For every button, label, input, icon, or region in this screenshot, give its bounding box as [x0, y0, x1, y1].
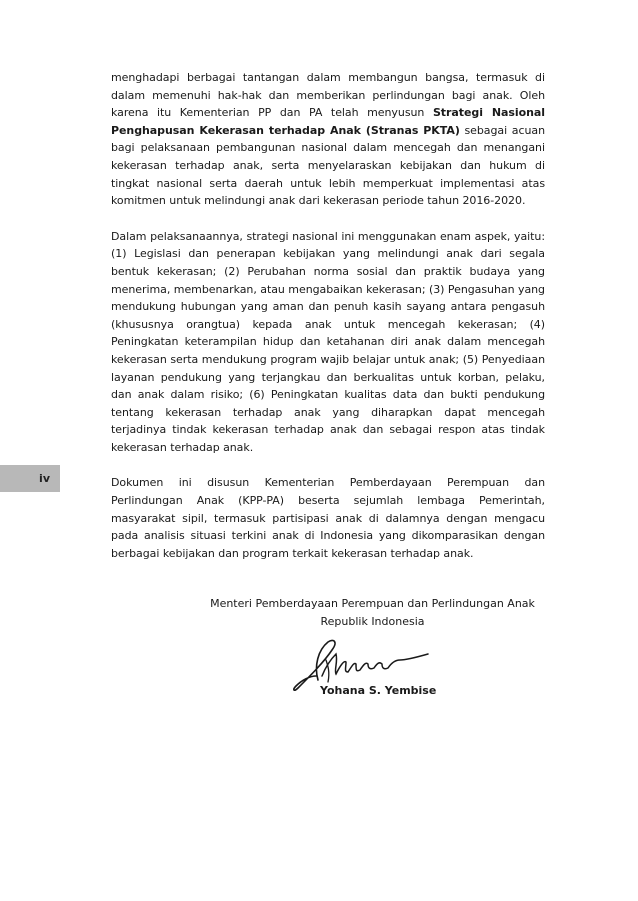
paragraph-2: Dalam pelaksanaannya, strategi nasional ini menggunakan enam aspek, yaitu: (1) Legislasi dan penerapan kebijakan yang melindungi anak dari segala bentuk kekerasan; (2) Perubahan norma sosial dan praktik budaya yang menerima, membenarkan, atau mengabaikan kekerasan; (3) Pengasuhan yang mendukung hubungan yang aman dan penuh kasih sayang antara pengasuh (khususnya orangtua) kepada anak untuk mencegah kekerasan; (4) Peningkatan keterampilan hidup dan ketahanan diri anak dalam mencegah kekerasan serta mendukung program wajib belajar untuk anak; (5) Penyediaan layanan pendukung yang terjangkau dan berkualitas untuk korban, pelaku, dan anak dalam risiko; (6) Peningkatan kualitas data dan bukti pendukung tentang kekerasan terhadap anak yang diharapkan dapat mencegah terjadinya tindak kekerasan terhadap anak dan sebagai respon atas tindak kekerasan terhadap anak.: [111, 229, 545, 454]
signatory-title-line-1: Menteri Pemberdayaan Perempuan dan Perlindungan Anak: [210, 597, 535, 610]
signatory-title: [200, 595, 545, 631]
paragraph-1-text-c: sebagai acuan bagi pelaksanaan pembangunan nasional dalam mencegah dan menangani kekerasan terhadap anak, serta menyelaraskan kebijakan dan hukum di tingkat nasional serta daerah untuk lebih memperkuat implementasi atas komitmen untuk melindungi anak dari kekerasan periode tahun 2016-2020.: [111, 123, 545, 208]
paragraph-3: Dokumen ini disusun Kementerian Pemberdayaan Perempuan dan Perlindungan Anak (KPP-PA) beserta sejumlah lembaga Pemerintah, masyarakat sipil, termasuk partisipasi anak di dalamnya dengan mengacu pada analisis situasi terkini anak di Indonesia yang dikomparasikan dengan berbagai kebijakan dan program terkait kekerasan terhadap anak.: [111, 476, 545, 560]
paragraph-1: [111, 69, 545, 210]
paragraph-1-text-a: menghadapi berbagai tantangan dalam membangun bangsa, termasuk di dalam memenuhi hak-hak dan memberikan perlindungan bagi anak. Oleh karena itu Kementerian PP dan PA telah menyusun: [111, 71, 545, 120]
document-body: [111, 69, 545, 562]
signatory-title-line-2: Republik Indonesia: [320, 615, 425, 628]
stranas-pkta-bold: Strategi Nasional Penghapusan Kekerasan terhadap Anak (Stranas PKTA): [111, 106, 545, 137]
page-number-tab: [0, 465, 60, 492]
page-number: iv: [39, 472, 50, 485]
signatory-name: Yohana S. Yembise: [320, 684, 437, 697]
